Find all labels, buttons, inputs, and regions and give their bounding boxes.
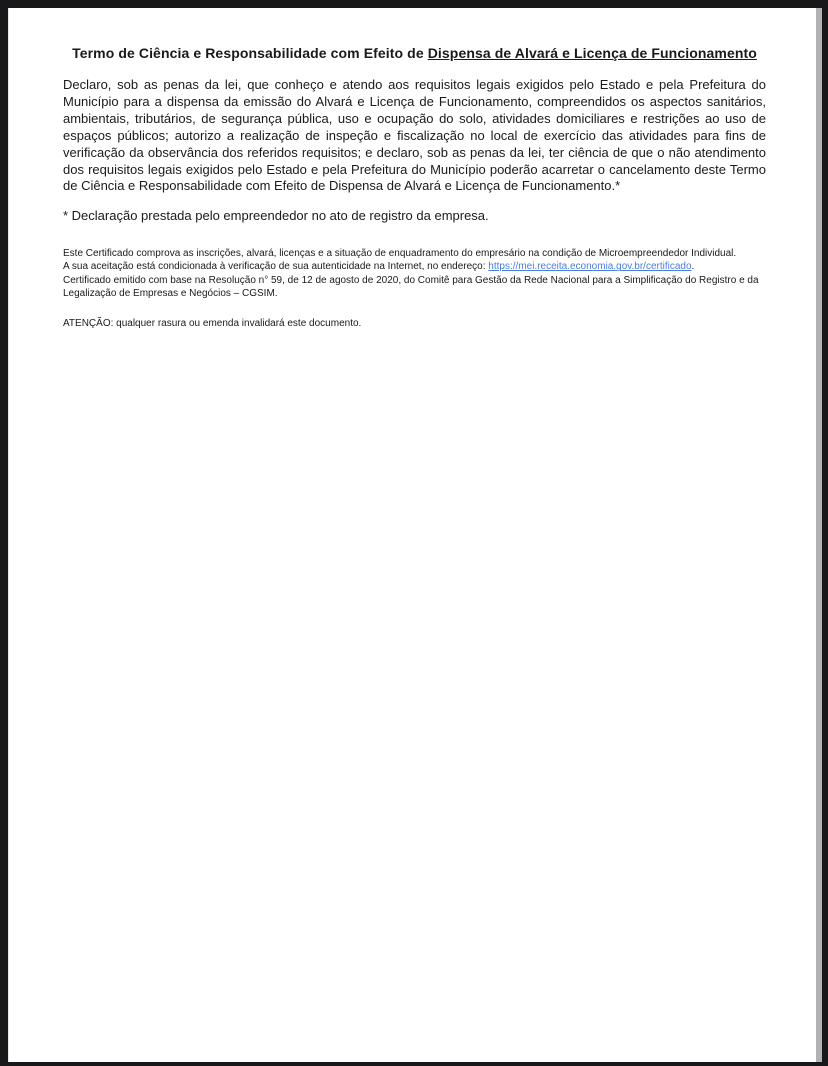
page-title-underlined-part: Dispensa de Alvará e Licença de Funcionamento — [427, 45, 757, 61]
page-content — [9, 8, 816, 330]
certificate-info-line2-suffix: . — [691, 261, 695, 273]
declaration-paragraph: Declaro, sob as penas da lei, que conheço e atendo aos requisitos legais exigidos pelo Estado e pela Prefeitura do Município para a dispensa da emissão do Alvará e Licença de Funcionamento, compreendidos os aspectos sanitários, ambientais, tributários, de segurança pública, uso e ocupação do solo, atividades domiciliares e restrições ao uso de espaços públicos; autorizo a realização de inspeção e fiscalização no local de exercício das atividades para fins de verificação da observância dos referidos requisitos; e declaro, sob as penas da lei, ter ciência de que o não atendimento dos requisitos legais exigidos pelo Estado e pela Prefeitura do Município poderão acarretar o cancelamento deste Termo de Ciência e Responsabilidade com Efeito de Dispensa de Alvará e Licença de Funcionamento.* — [63, 77, 766, 194]
certificate-info-line1: Este Certificado comprova as inscrições, alvará, licenças e a situação de enquadramento do empresário na condição de Microempreendedor Individual. — [63, 248, 737, 260]
page-title — [63, 44, 766, 63]
page-title-prefix: Termo de Ciência e Responsabilidade com Efeito de — [72, 45, 428, 61]
certificate-info-line2 — [63, 260, 766, 273]
certificate-info-line3: Certificado emitido com base na Resolução n° 59, de 12 de agosto de 2020, do Comitê para Gestão da Rede Nacional para a Simplificação do Registro e da Legalização de Empresas e Negócios – CGSIM. — [63, 274, 759, 299]
document-page — [8, 8, 816, 1062]
certificate-info-line2-prefix: A sua aceitação está condicionada à verificação de sua autenticidade na Internet, no endereço: — [63, 261, 489, 273]
footnote: * Declaração prestada pelo empreendedor no ato de registro da empresa. — [63, 208, 489, 224]
certificate-info — [63, 247, 766, 300]
scrollbar[interactable] — [816, 8, 822, 1062]
warning-text: ATENÇÃO: qualquer rasura ou emenda invalidará este documento. — [63, 318, 362, 330]
certificate-verification-link[interactable]: https://mei.receita.economia.gov.br/certificado — [488, 261, 692, 273]
